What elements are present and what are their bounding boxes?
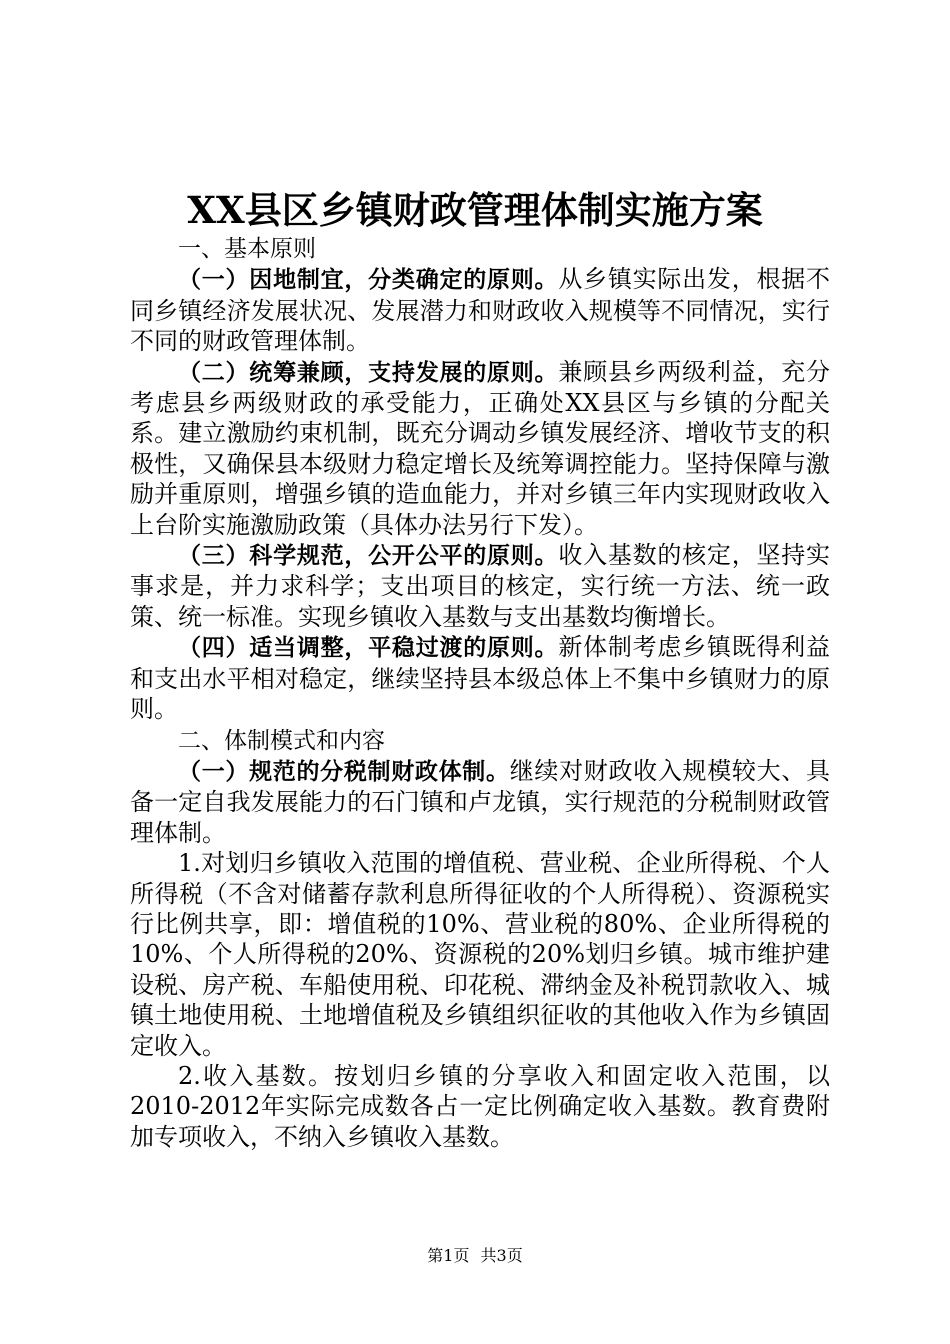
paragraph-lead: （一）因地制宜，分类确定的原则。 <box>178 267 559 294</box>
paragraph-6 <box>130 848 830 1061</box>
paragraph-7 <box>130 1061 830 1152</box>
section-heading-text: 一、基本原则 <box>178 236 316 262</box>
page-total: 共3页 <box>480 1246 523 1265</box>
paragraph-text: 收入基数的核定，坚持实事求是，并力求科学；支出项目的核定，实行统一方法、统一政策、统一标准。实现乡镇收入基数与支出基数均衡增长。 <box>130 541 831 631</box>
paragraph-3 <box>130 540 830 632</box>
section-heading-1 <box>130 233 830 264</box>
paragraph-5 <box>130 756 830 848</box>
paragraph-text: 1.对划归乡镇收入范围的增值税、营业税、企业所得税、个人所得税（不含对储蓄存款利息所得征收的个人所得税）、资源税实行比例共享，即：增值税的10%、营业税的80%、企业所得税的10%、个人所得税的20%、资源税的20%划归乡镇。城市维护建设税、房产税、车船使用税、印花税、滞纳金及补税罚款收入、城镇土地使用税、土地增值税及乡镇组织征收的其他收入作为乡镇固定收入。 <box>130 849 830 1060</box>
document-title: XX县区乡镇财政管理体制实施方案 <box>187 188 763 232</box>
paragraph-lead: （二）统筹兼顾，支持发展的原则。 <box>178 359 559 386</box>
paragraph-lead: （一）规范的分税制财政体制。 <box>178 758 510 785</box>
paragraph-4 <box>130 632 830 724</box>
paragraph-1 <box>130 264 830 356</box>
paragraph-text: 新体制考虑乡镇既得利益和支出水平相对稳定，继续坚持县本级总体上不集中乡镇财力的原则。 <box>130 633 831 724</box>
paragraph-lead: （四）适当调整，平稳过渡的原则。 <box>178 635 559 662</box>
section-heading-2 <box>130 725 830 756</box>
page-number: 第1页 <box>427 1246 470 1265</box>
document-body <box>130 233 830 1152</box>
paragraph-2 <box>130 357 830 540</box>
paragraph-lead: （三）科学规范，公开公平的原则。 <box>178 543 559 570</box>
paragraph-text: 继续对财政收入规模较大、具备一定自我发展能力的石门镇和卢龙镇，实行规范的分税制财政管理体制。 <box>130 756 831 847</box>
paragraph-text: 兼顾县乡两级利益，充分考虑县乡两级财政的承受能力，正确处XX县区与乡镇的分配关系。建立激励约束机制，既充分调动乡镇发展经济、增收节支的积极性，又确保县本级财力稳定增长及统筹调控能力。坚持保障与激励并重原则，增强乡镇的造血能力，并对乡镇三年内实现财政收入上台阶实施激励政策（具体办法另行下发）。 <box>130 357 831 539</box>
paragraph-text: 从乡镇实际出发，根据不同乡镇经济发展状况、发展潜力和财政收入规模等不同情况，实行不同的财政管理体制。 <box>130 265 831 356</box>
section-heading-text: 二、体制模式和内容 <box>178 727 385 754</box>
paragraph-text: 2.收入基数。按划归乡镇的分享收入和固定收入范围，以2010-2012年实际完成数各占一定比例确定收入基数。教育费附加专项收入，不纳入乡镇收入基数。 <box>130 1061 830 1151</box>
page-footer <box>0 1243 950 1266</box>
